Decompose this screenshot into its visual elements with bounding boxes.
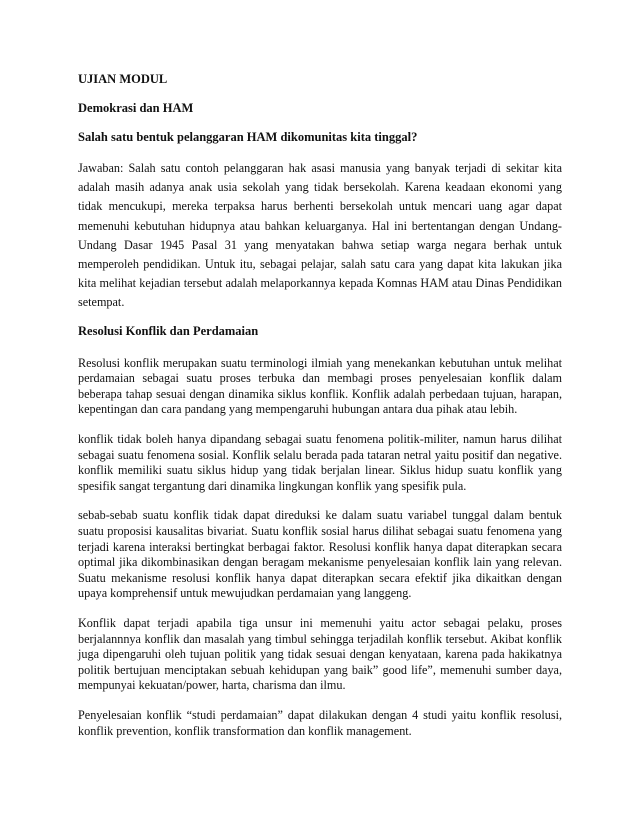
body-paragraph: konflik tidak boleh hanya dipandang sebagai suatu fenomena politik-militer, namun harus dilihat sebagai suatu fenomena sosial. Konflik selalu berada pada tataran netral yaitu positif dan negative. konflik memiliki suatu siklus hidup yang tidak berjalan linear. Siklus hidup suatu konflik yang spesifik sangat tergantung dari dinamika lingkungan konflik yang spesifik pula.	[78, 432, 562, 493]
body-paragraph: Penyelesaian konflik “studi perdamaian” dapat dilakukan dengan 4 studi yaitu konflik resolusi, konflik prevention, konflik transformation dan konflik management.	[78, 707, 562, 738]
document-page	[78, 72, 562, 739]
document-title: UJIAN MODUL	[78, 72, 168, 86]
body-paragraph: Resolusi konflik merupakan suatu terminologi ilmiah yang menekankan kebutuhan untuk melihat perdamaian sebagai suatu proses terbuka dan membagi proses penyelesaian konflik dalam beberapa tahap sesuai dengan dinamika siklus konflik. Konflik adalah perbedaan tujuan, harapan, kepentingan dan cara pandang yang mempengaruhi hubungan antara dua pihak atau lebih.	[78, 355, 562, 417]
question-text: Salah satu bentuk pelanggaran HAM dikomunitas kita tinggal?	[78, 130, 418, 144]
section-heading-resolusi: Resolusi Konflik dan Perdamaian	[78, 323, 259, 338]
answer-paragraph: Jawaban: Salah satu contoh pelanggaran hak asasi manusia yang banyak terjadi di sekitar kita adalah masih adanya anak usia sekolah yang tidak bersekolah. Karena keadaan ekonomi yang tidak mencukupi, mereka terpaksa harus berhenti bersekolah untuk mencari uang agar dapat memenuhi kebutuhan hidupnya atau bahkan keluarganya. Hal ini bertentangan dengan Undang-Undang Dasar 1945 Pasal 31 yang menyatakan bahwa setiap warga negara berhak untuk memperoleh pendidikan. Untuk itu, sebagai pelajar, salah satu cara yang dapat kita lakukan jika kita melihat kejadian tersebut adalah melaporkannya kepada Komnas HAM atau Dinas Pendidikan setempat.	[78, 161, 562, 310]
section-heading-demokrasi: Demokrasi dan HAM	[78, 101, 194, 115]
body-paragraph: sebab-sebab suatu konflik tidak dapat direduksi ke dalam suatu variabel tunggal dalam bentuk suatu proposisi kausalitas bivariat. Suatu konflik sosial harus dilihat sebagai suatu fenomena yang terjadi karena interaksi bertingkat berbagai faktor. Resolusi konflik hanya dapat diterapkan secara optimal jika dikombinasikan dengan beragam mekanisme penyelesaian konflik lain yang relevan. Suatu mekanisme resolusi konflik hanya dapat diterapkan secara efektif jika dikaitkan dengan upaya komprehensif untuk mewujudkan perdamaian yang langgeng.	[78, 508, 562, 601]
body-paragraph: Konflik dapat terjadi apabila tiga unsur ini memenuhi yaitu actor sebagai pelaku, proses berjalannnya konflik dan masalah yang timbul sehingga terjadilah konflik tersebut. Akibat konflik juga dipengaruhi oleh tujuan politik yang tidak sesuai dengan kenyataan, karena pada hakikatnya politik bertujuan menciptakan sebuah kehidupan yang baik” good life”, memenuhi sumber daya, mempunyai kekuatan/power, harta, charisma dan ilmu.	[78, 615, 562, 693]
